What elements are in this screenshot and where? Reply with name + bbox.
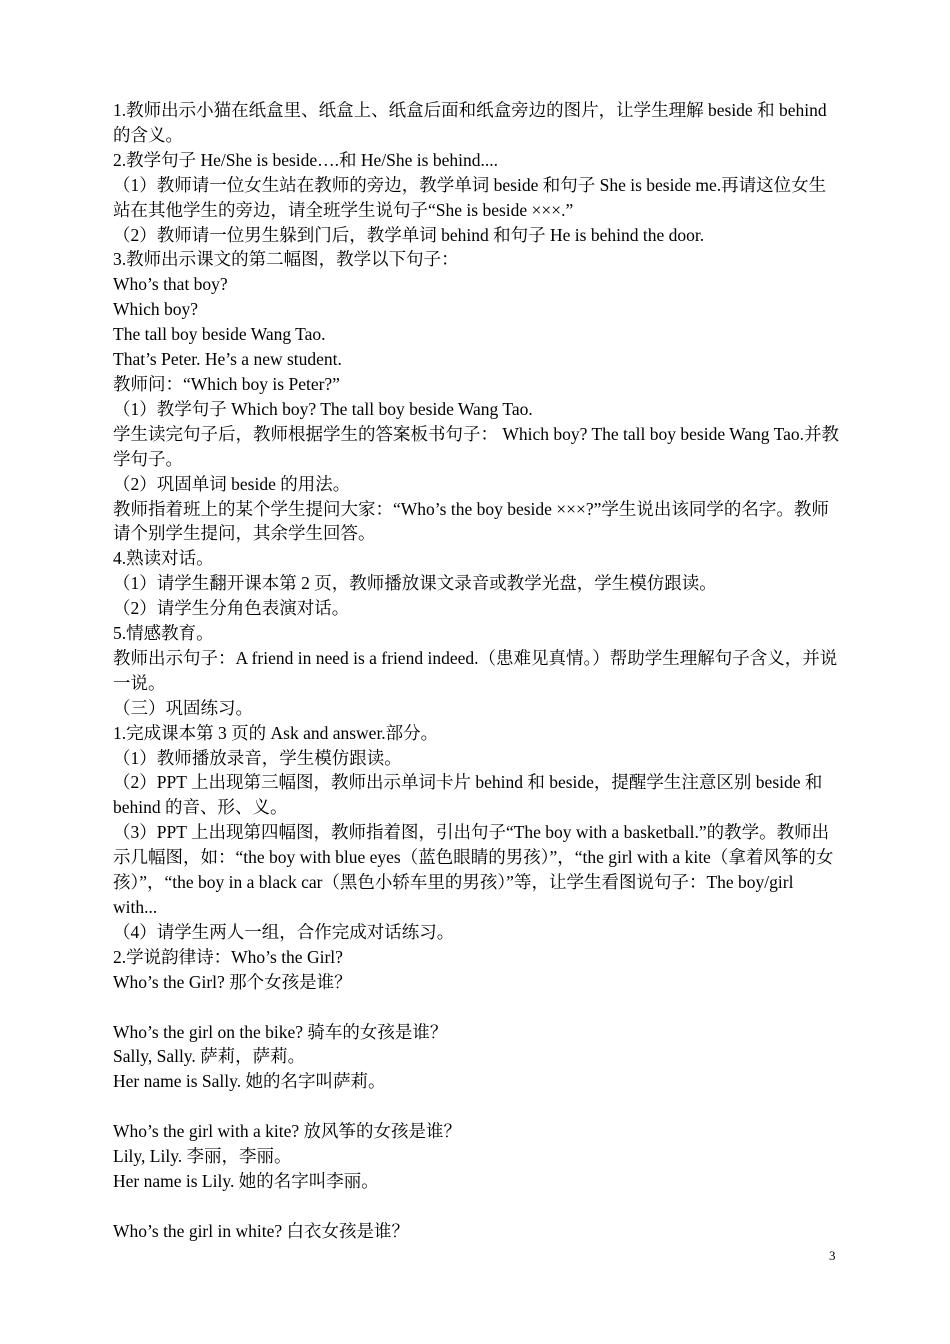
page-number: 3 <box>829 1248 836 1263</box>
paragraph: 4.熟读对话。 <box>113 548 214 569</box>
paragraph: 教师出示句子：A friend in need is a friend indeed.（患难见真情。）帮助学生理解句子含义，并说一说。 <box>113 647 838 693</box>
paragraph: 2.教学句子 He/She is beside….和 He/She is behind.... <box>113 149 498 170</box>
blank-line <box>113 1094 841 1119</box>
paragraph: 1.教师出示小猫在纸盒里、纸盒上、纸盒后面和纸盒旁边的图片，让学生理解 beside 和 behind 的含义。 <box>113 100 827 145</box>
paragraph: Which boy? <box>113 299 199 320</box>
paragraph: 2.学说韵律诗：Who’s the Girl? <box>113 946 343 967</box>
paragraph: Who’s the girl with a kite? 放风筝的女孩是谁？ <box>113 1121 462 1142</box>
paragraph: 5.情感教育。 <box>113 623 214 644</box>
paragraph: That’s Peter. He’s a new student. <box>113 349 342 370</box>
paragraph: 1.完成课本第 3 页的 Ask and answer.部分。 <box>113 722 439 743</box>
paragraph: Who’s the girl on the bike? 骑车的女孩是谁？ <box>113 1021 448 1042</box>
paragraph: Lily, Lily. 李丽，李丽。 <box>113 1146 292 1167</box>
paragraph: Her name is Sally. 她的名字叫萨莉。 <box>113 1071 386 1092</box>
paragraph: Her name is Lily. 她的名字叫李丽。 <box>113 1170 379 1191</box>
paragraph: Who’s the girl in white? 白衣女孩是谁？ <box>113 1220 410 1241</box>
paragraph: 3.教师出示课文的第二幅图，教学以下句子： <box>113 249 459 270</box>
paragraph: （1）教师请一位女生站在教师的旁边，教学单词 beside 和句子 She is beside me.再请这位女生站在其他学生的旁边，请全班学生说句子“She is beside ×××.” <box>113 174 827 220</box>
paragraph: （三）巩固练习。 <box>113 697 253 718</box>
paragraph: （1）请学生翻开课本第 2 页，教师播放课文录音或教学光盘，学生模仿跟读。 <box>113 573 717 594</box>
paragraph: （2）巩固单词 beside 的用法。 <box>113 473 351 494</box>
paragraph: Who’s the Girl? 那个女孩是谁？ <box>113 971 352 992</box>
paragraph: （1）教学句子 Which boy? The tall boy beside Wang Tao. <box>113 398 533 419</box>
paragraph: （2）教师请一位男生躲到门后，教学单词 behind 和句子 He is behind the door. <box>113 224 705 245</box>
paragraph: Sally, Sally. 萨莉，萨莉。 <box>113 1046 306 1067</box>
paragraph: （2）请学生分角色表演对话。 <box>113 598 350 619</box>
blank-line <box>113 995 841 1020</box>
blank-line <box>113 1194 841 1219</box>
paragraph: 教师指着班上的某个学生提问大家：“Who’s the boy beside ×××?”学生说出该同学的名字。教师请个别学生提问，其余学生回答。 <box>113 498 829 544</box>
paragraph: （3）PPT 上出现第四幅图，教师指着图，引出句子“The boy with a basketball.”的教学。教师出示几幅图，如：“the boy with blue eyes（蓝色眼睛的男孩）”，“the girl with a kite（拿着风筝的女孩）”，“the boy in a black car（黑色小轿车里的男孩）”等，让学生看图说句子：The boy/girl with... <box>113 822 834 917</box>
paragraph: Who’s that boy? <box>113 274 228 295</box>
paragraph: 学生读完句子后，教师根据学生的答案板书句子： Which boy? The tall boy beside Wang Tao.并教学句子。 <box>113 423 839 469</box>
paragraph: 教师问：“Which boy is Peter?” <box>113 373 340 394</box>
paragraph: （4）请学生两人一组，合作完成对话练习。 <box>113 921 455 942</box>
paragraph: The tall boy beside Wang Tao. <box>113 324 326 345</box>
paragraph: （1）教师播放录音，学生模仿跟读。 <box>113 747 402 768</box>
document-body <box>113 98 841 1244</box>
paragraph: （2）PPT 上出现第三幅图，教师出示单词卡片 behind 和 beside，提醒学生注意区别 beside 和 behind 的音、形、义。 <box>113 772 823 818</box>
